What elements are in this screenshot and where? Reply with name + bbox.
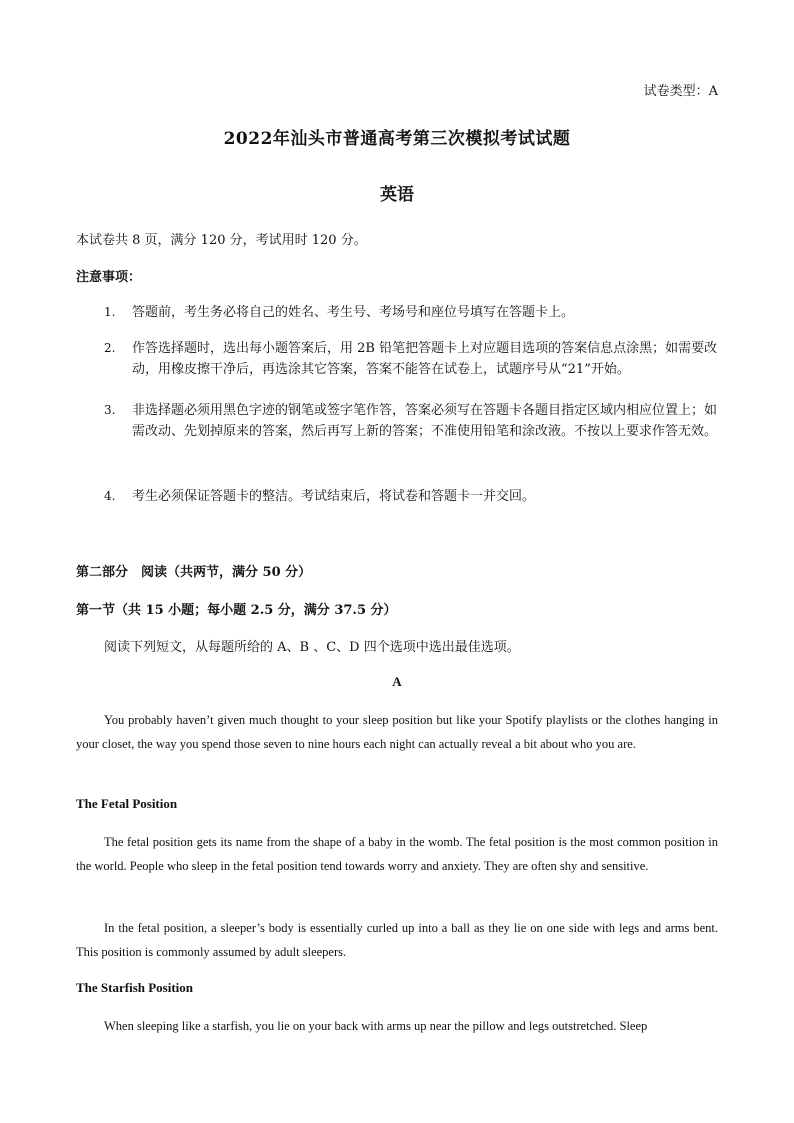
passage-label: A xyxy=(392,674,402,689)
notice-item xyxy=(104,400,720,442)
section-instruction: 阅读下列短文，从每题所给的 A、B 、C、D 四个选项中选出最佳选项。 xyxy=(104,640,520,655)
passage-paragraph: You probably haven’t given much thought to your sleep position but like your Spotify playlists or the clothes hanging in your closet, the way you spend those seven to nine hours each night can actually reveal a bit about who you are. xyxy=(76,713,718,751)
notice-number: 3. xyxy=(104,403,116,417)
notice-number: 4. xyxy=(104,489,116,503)
notice-item xyxy=(104,486,720,507)
notice-text: 非选择题必须用黑色字迹的钢笔或签字笔作答，答案必须写在答题卡各题目指定区域内相应位置上；如需改动、先划掉原来的答案，然后再写上新的答案；不准使用铅笔和涂改液。不按以上要求作答无效。 xyxy=(132,403,718,439)
passage-paragraph: When sleeping like a starfish, you lie on your back with arms up near the pillow and legs outstretched. Sleep xyxy=(104,1019,648,1033)
passage-subheading: The Starfish Position xyxy=(76,980,194,995)
section-title: 第一节（共 15 小题；每小题 2.5 分，满分 37.5 分） xyxy=(76,603,397,618)
notice-text: 答题前，考生务必将自己的姓名、考生号、考场号和座位号填写在答题卡上。 xyxy=(132,305,575,320)
notice-heading: 注意事项： xyxy=(76,270,142,285)
notice-item xyxy=(104,338,720,380)
notice-number: 1. xyxy=(104,305,116,319)
exam-intro: 本试卷共 8 页，满分 120 分，考试用时 120 分。 xyxy=(76,233,367,248)
passage-paragraph: The fetal position gets its name from the shape of a baby in the womb. The fetal position is the most common position in the world. People who sleep in the fetal position tend towards worry and anxiety. They are often shy and sensitive. xyxy=(76,835,718,873)
passage-subheading: The Fetal Position xyxy=(76,796,178,811)
notice-text: 考生必须保证答题卡的整洁。考试结束后，将试卷和答题卡一并交回。 xyxy=(132,489,536,504)
notice-number: 2. xyxy=(104,341,116,355)
part-title: 第二部分 阅读（共两节，满分 50 分） xyxy=(76,565,312,580)
notice-text: 作答选择题时，选出每小题答案后，用 2B 铅笔把答题卡上对应题目选项的答案信息点涂黑；如需要改动，用橡皮擦干净后，再选涂其它答案，答案不能答在试卷上，试题序号从“21”开始。 xyxy=(132,341,718,377)
exam-title: 2022年汕头市普通高考第三次模拟考试试题 xyxy=(223,129,571,149)
passage-paragraph: In the fetal position, a sleeper’s body is essentially curled up into a ball as they lie on one side with legs and arms bent. This position is commonly assumed by adult sleepers. xyxy=(76,921,718,959)
subject-title: 英语 xyxy=(380,185,414,205)
paper-type-label: 试卷类型：A xyxy=(643,84,718,99)
notice-item xyxy=(104,302,720,323)
